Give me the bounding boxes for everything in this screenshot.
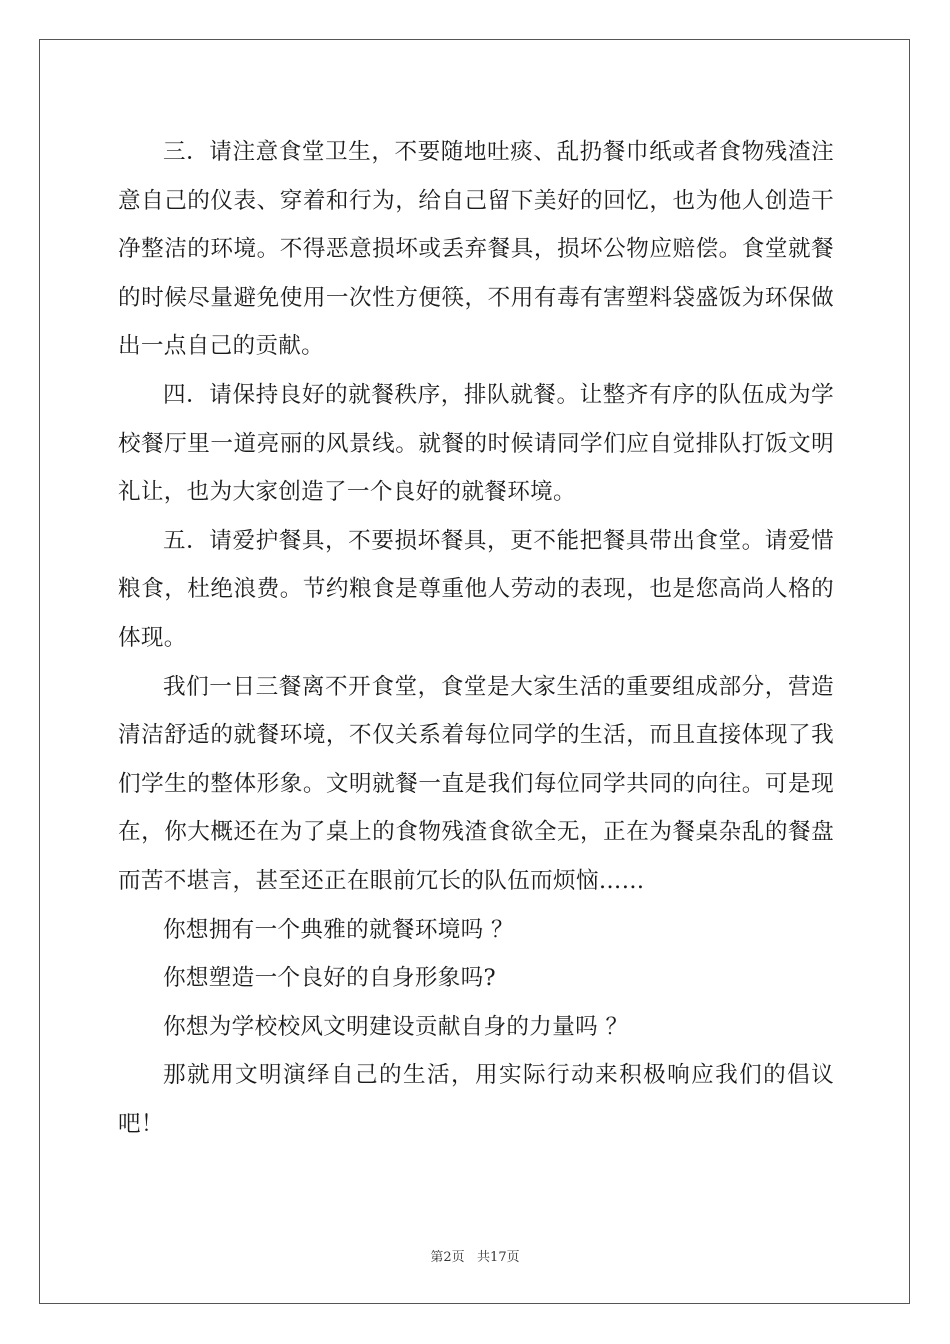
paragraph-canteen-intro: 我们一日三餐离不开食堂，食堂是大家生活的重要组成部分，营造清洁舒适的就餐环境，不仅关系着每位同学的生活，而且直接体现了我们学生的整体形象。文明就餐一直是我们每位同学共同的向往。可是现在，你大概还在为了桌上的食物残渣食欲全无，正在为餐桌杂乱的餐盘而苦不堪言，甚至还正在眼前冗长的队伍而烦恼…… [118, 673, 834, 894]
paragraph-closing-call: 那就用文明演绎自己的生活，用实际行动来积极响应我们的倡议吧！ [118, 1062, 834, 1137]
paragraph-question-contribution: 你想为学校校风文明建设贡献自身的力量吗 ？ [163, 1013, 629, 1040]
paragraph-rule-three: 三．请注意食堂卫生，不要随地吐痰、乱扔餐巾纸或者食物残渣注意自己的仪表、穿着和行为，给自己留下美好的回忆，也为他人创造干净整洁的环境。不得恶意损坏或丢弃餐具，损坏公物应赔偿。食堂就餐的时候尽量避免使用一次性方便筷，不用有毒有害塑料袋盛饭为环保做出一点自己的贡献。 [118, 139, 834, 360]
paragraph-question-image: 你想塑造一个良好的自身形象吗? [163, 965, 496, 992]
paragraph-rule-five: 五．请爱护餐具，不要损坏餐具，更不能把餐具带出食堂。请爱惜粮食，杜绝浪费。节约粮食是尊重他人劳动的表现，也是您高尚人格的体现。 [118, 527, 834, 651]
page-number-footer: 第2页 共17页 [430, 1250, 520, 1265]
paragraph-rule-four: 四．请保持良好的就餐秩序，排队就餐。让整齐有序的队伍成为学校餐厅里一道亮丽的风景线。就餐的时候请同学们应自觉排队打饭文明礼让，也为大家创造了一个良好的就餐环境。 [118, 381, 834, 506]
paragraph-question-environment: 你想拥有一个典雅的就餐环境吗 ？ [163, 916, 514, 943]
document-body [118, 128, 834, 1148]
